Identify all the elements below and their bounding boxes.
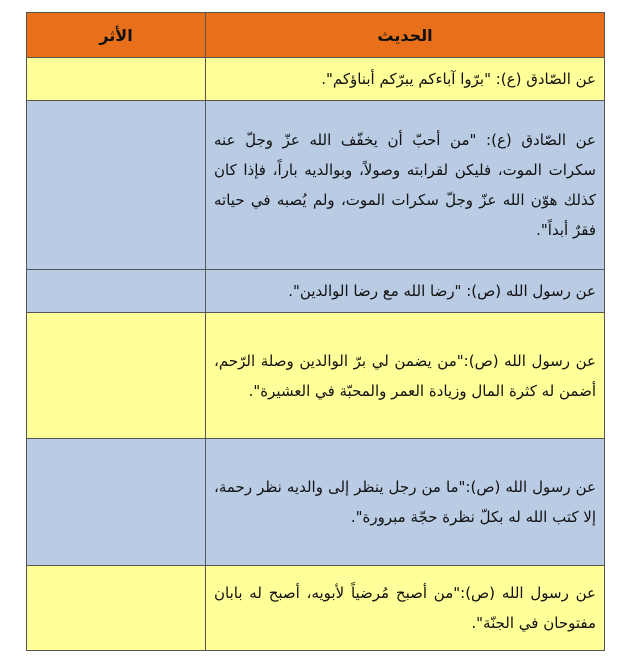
hadith-cell: عن الصّادق (ع): "برّوا آباءكم يبرّكم أبناؤكم". (206, 58, 605, 101)
table-row (27, 270, 605, 313)
hadith-cell: عن رسول الله (ص):"من أصبح مُرضياً لأبويه، أصبح له بابان مفتوحان في الجنّة". (206, 566, 605, 651)
table-row (27, 566, 605, 651)
athar-cell (27, 313, 206, 439)
header-row (27, 13, 605, 58)
athar-cell (27, 439, 206, 566)
hadith-cell: عن الصّادق (ع): "من أحبّ أن يخفّف الله عزّ وجلّ عنه سكرات الموت، فليكن لقرابته وصولاً، وبوالديه باراً، فإذا كان كذلك هوّن الله عزّ وجلّ سكرات الموت، ولم يُصبه في حياته فقرٌ أبداً". (206, 101, 605, 270)
athar-cell (27, 101, 206, 270)
athar-cell (27, 566, 206, 651)
hadith-table-container (26, 12, 602, 651)
hadith-cell: عن رسول الله (ص):"من يضمن لي برّ الوالدين وصلة الرّحم، أضمن له كثرة المال وزيادة العمر والمحبّة في العشيرة". (206, 313, 605, 439)
athar-cell (27, 58, 206, 101)
table-row (27, 439, 605, 566)
table-row (27, 101, 605, 270)
header-athar: الأثر (27, 13, 206, 58)
hadith-cell: عن رسول الله (ص): "رضا الله مع رضا الوالدين". (206, 270, 605, 313)
hadith-cell: عن رسول الله (ص):"ما من رجل ينظر إلى والديه نظر رحمة، إلا كتب الله له بكلّ نظرة حجّة مبرورة". (206, 439, 605, 566)
hadith-table (26, 12, 605, 651)
table-row (27, 313, 605, 439)
athar-cell (27, 270, 206, 313)
header-hadith: الحديث (206, 13, 605, 58)
table-row (27, 58, 605, 101)
